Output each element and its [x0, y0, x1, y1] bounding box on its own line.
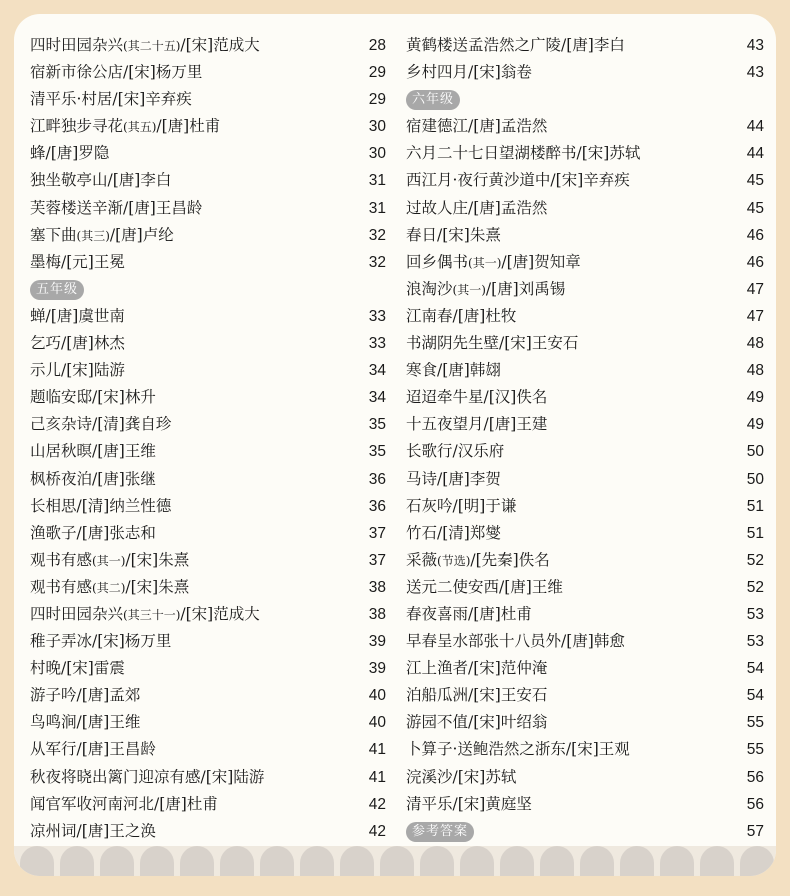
- toc-entry[interactable]: [406, 764, 764, 791]
- poem-title: 芙蓉楼送辛渐/[唐]王昌龄: [30, 198, 203, 217]
- toc-left-column: [30, 32, 386, 845]
- toc-entry[interactable]: [30, 59, 386, 86]
- toc-entry[interactable]: [406, 249, 764, 276]
- toc-entry[interactable]: [406, 520, 764, 547]
- poem-title: 江畔独步寻花: [30, 117, 124, 136]
- toc-entry-title: [30, 818, 156, 845]
- scallop-dot: [340, 846, 374, 876]
- toc-entry-title: [406, 520, 501, 547]
- poem-title: 浪淘沙: [406, 279, 453, 298]
- toc-entry[interactable]: [30, 791, 386, 818]
- toc-entry[interactable]: [406, 411, 764, 438]
- toc-page-number: 57: [746, 822, 764, 840]
- poem-part-note: (其二十五): [123, 39, 181, 53]
- toc-page-number: 51: [746, 497, 764, 515]
- scallop-dot: [180, 846, 214, 876]
- toc-page-number: 31: [368, 199, 386, 217]
- toc-page-number: 56: [746, 768, 764, 786]
- toc-entry[interactable]: [30, 466, 386, 493]
- poem-title: 清平乐/[宋]黄庭坚: [406, 794, 532, 813]
- poem-title: 从军行/[唐]王昌龄: [30, 740, 156, 759]
- toc-entry-title: [406, 655, 547, 682]
- toc-entry[interactable]: [30, 628, 386, 655]
- poem-title: 乡村四月/[宋]翁卷: [406, 63, 532, 82]
- toc-entry-title: [406, 32, 625, 59]
- toc-entry[interactable]: [406, 357, 764, 384]
- toc-page-number: 43: [746, 64, 764, 82]
- toc-entry-title: [406, 59, 532, 86]
- toc-entry[interactable]: [406, 438, 764, 465]
- poem-title: 书湖阴先生壁/[宋]王安石: [406, 334, 579, 353]
- toc-entry-title: [30, 764, 264, 791]
- toc-page-number: 29: [368, 64, 386, 82]
- toc-entry[interactable]: [30, 736, 386, 763]
- poem-title: 送元二使安西/[唐]王维: [406, 577, 563, 596]
- toc-entry-title: [406, 276, 565, 304]
- toc-entry-title: [406, 330, 578, 357]
- scallop-dot: [620, 846, 654, 876]
- grade-badge: 参考答案: [406, 822, 474, 842]
- poem-part-note: (其一): [452, 282, 486, 297]
- poem-title: 题临安邸/[宋]林升: [30, 388, 156, 407]
- poem-title: 闻官军收河南河北/[唐]杜甫: [30, 794, 218, 813]
- toc-entry-title: [30, 438, 156, 465]
- toc-entry-title: [30, 167, 171, 194]
- poem-title: 宿建德江/[唐]孟浩然: [406, 117, 548, 136]
- poem-title: 江南春/[唐]杜牧: [406, 306, 517, 325]
- toc-entry[interactable]: [406, 330, 764, 357]
- poem-title: 西江月·夜行黄沙道中/[宋]辛弃疾: [406, 171, 630, 190]
- toc-page-number: 36: [368, 497, 386, 515]
- toc-page-number: 50: [746, 470, 764, 488]
- toc-entry-title: [406, 547, 550, 575]
- poem-title: 观书有感: [30, 550, 93, 569]
- toc-entry[interactable]: [30, 86, 386, 113]
- toc-entry[interactable]: [406, 384, 764, 411]
- poem-title: 蝉/[唐]虞世南: [30, 306, 125, 325]
- toc-page-number: 49: [746, 416, 764, 434]
- poem-part-note: (其一): [92, 553, 126, 568]
- toc-entry-title: [30, 601, 260, 629]
- toc-entry[interactable]: [406, 736, 764, 763]
- toc-entry-title: [406, 764, 516, 791]
- poem-title: 墨梅/[元]王冕: [30, 252, 125, 271]
- toc-entry-title: [406, 303, 516, 330]
- poem-title: 石灰吟/[明]于谦: [406, 496, 517, 515]
- poem-author: /[宋]朱熹: [125, 550, 190, 569]
- poem-author: /[宋]朱熹: [125, 577, 190, 596]
- poem-part-note: (其三): [76, 228, 110, 243]
- scallop-dot: [60, 846, 94, 876]
- toc-page-number: 35: [368, 443, 386, 461]
- toc-page-number: 44: [746, 145, 764, 163]
- toc-entry[interactable]: [30, 167, 386, 194]
- poem-title: 回乡偶书: [406, 252, 469, 271]
- scallop-dot: [660, 846, 694, 876]
- toc-page-number: 41: [368, 768, 386, 786]
- poem-author: /[唐]杜甫: [156, 117, 221, 136]
- toc-entry-title: [30, 357, 125, 384]
- toc-page-number: 42: [368, 822, 386, 840]
- toc-page-number: 47: [746, 280, 764, 298]
- toc-page-number: 33: [368, 307, 386, 325]
- toc-entry-title: [30, 303, 125, 330]
- toc-entry-title: [406, 140, 640, 167]
- toc-entry-title: [406, 411, 547, 438]
- toc-page-number: 54: [746, 687, 764, 705]
- toc-entry-title: [406, 709, 547, 736]
- toc-page-number: 46: [746, 226, 764, 244]
- toc-page-number: 37: [368, 551, 386, 569]
- toc-entry-title: [30, 113, 220, 141]
- toc-page-number: 40: [368, 687, 386, 705]
- toc-page-number: 36: [368, 470, 386, 488]
- toc-page-number: 47: [746, 307, 764, 325]
- poem-title: 稚子弄冰/[宋]杨万里: [30, 632, 172, 651]
- poem-title: 游子吟/[唐]孟郊: [30, 686, 141, 705]
- toc-page-number: 55: [746, 741, 764, 759]
- toc-page-number: 50: [746, 443, 764, 461]
- toc-entry-title: [30, 32, 260, 60]
- toc-entry-title: [406, 113, 547, 140]
- poem-title: 春夜喜雨/[唐]杜甫: [406, 604, 532, 623]
- toc-entry[interactable]: [30, 330, 386, 357]
- toc-entry-title: [406, 249, 581, 277]
- toc-entry[interactable]: [406, 32, 764, 59]
- toc-page-number: 54: [746, 660, 764, 678]
- toc-entry[interactable]: [30, 601, 386, 628]
- toc-page-number: 39: [368, 660, 386, 678]
- poem-title: 蜂/[唐]罗隐: [30, 144, 110, 163]
- scallop-dot: [540, 846, 574, 876]
- poem-title: 鸟鸣涧/[唐]王维: [30, 713, 141, 732]
- toc-entry[interactable]: [406, 276, 764, 303]
- toc-entry-title: [30, 222, 174, 250]
- grade-section-header: [406, 818, 764, 845]
- poem-title: 宿新市徐公店/[宋]杨万里: [30, 63, 203, 82]
- scallop-dot: [100, 846, 134, 876]
- toc-entry-title: [406, 438, 504, 465]
- toc-entry-title: [406, 357, 501, 384]
- toc-entry-title: [30, 195, 202, 222]
- poem-title: 十五夜望月/[唐]王建: [406, 415, 548, 434]
- toc-page-number: 28: [368, 37, 386, 54]
- poem-part-note: (其一): [468, 255, 502, 270]
- poem-title: 己亥杂诗/[清]龚自珍: [30, 415, 172, 434]
- toc-entry[interactable]: [30, 222, 386, 249]
- toc-entry[interactable]: [30, 195, 386, 222]
- toc-entry-title: [406, 222, 501, 249]
- poem-title: 凉州词/[唐]王之涣: [30, 821, 156, 840]
- toc-entry[interactable]: [30, 438, 386, 465]
- toc-page-number: 39: [368, 633, 386, 651]
- toc-entry[interactable]: [30, 411, 386, 438]
- toc-entry-title: [30, 628, 171, 655]
- toc-page-number: 34: [368, 362, 386, 380]
- scallop-dot: [260, 846, 294, 876]
- toc-entry[interactable]: [30, 113, 386, 140]
- poem-part-note: (其二): [92, 580, 126, 595]
- toc-entry[interactable]: [406, 682, 764, 709]
- scallop-dot: [420, 846, 454, 876]
- poem-title: 山居秋暝/[唐]王维: [30, 442, 156, 461]
- toc-entry-title: [406, 493, 516, 520]
- toc-page-number: 32: [368, 226, 386, 244]
- poem-title: 清平乐·村居/[宋]辛弃疾: [30, 90, 192, 109]
- toc-page-number: 42: [368, 795, 386, 813]
- toc-entry[interactable]: [30, 682, 386, 709]
- poem-title: 采薇: [406, 550, 438, 569]
- poem-title: 塞下曲: [30, 225, 77, 244]
- poem-title: 四时田园杂兴: [30, 604, 124, 623]
- toc-entry-title: [30, 520, 156, 547]
- grade-badge: 五年级: [30, 280, 84, 300]
- toc-page-number: 34: [368, 389, 386, 407]
- grade-badge: 六年级: [406, 90, 460, 110]
- toc-page-number: 30: [368, 118, 386, 136]
- scallop-dot: [140, 846, 174, 876]
- toc-page-number: 44: [746, 118, 764, 136]
- toc-page-number: 48: [746, 335, 764, 353]
- toc-entry-title: [30, 682, 140, 709]
- poem-title: 长相思/[清]纳兰性德: [30, 496, 172, 515]
- toc-entry[interactable]: [406, 574, 764, 601]
- toc-entry-title: [406, 384, 547, 411]
- toc-right-column: [406, 32, 764, 845]
- toc-entry-title: [30, 709, 140, 736]
- toc-page-number: 43: [746, 37, 764, 54]
- toc-page-number: 35: [368, 416, 386, 434]
- poem-title: 江上渔者/[宋]范仲淹: [406, 659, 548, 678]
- toc-entry[interactable]: [406, 466, 764, 493]
- toc-page-number: 40: [368, 714, 386, 732]
- toc-page-number: 45: [746, 199, 764, 217]
- toc-entry-title: [406, 736, 630, 763]
- toc-entry-title: [30, 493, 171, 520]
- toc-entry-title: [406, 466, 501, 493]
- poem-author: /[唐]贺知章: [501, 252, 581, 271]
- toc-page-number: 41: [368, 741, 386, 759]
- poem-title: 过故人庄/[唐]孟浩然: [406, 198, 548, 217]
- toc-page-number: 45: [746, 172, 764, 190]
- grade-section-header: [406, 86, 764, 113]
- toc-entry[interactable]: [30, 32, 386, 59]
- toc-entry[interactable]: [30, 384, 386, 411]
- toc-entry[interactable]: [30, 140, 386, 167]
- poem-title: 观书有感: [30, 577, 93, 596]
- toc-page-number: 33: [368, 335, 386, 353]
- toc-entry-title: [30, 791, 218, 818]
- toc-page-number: 29: [368, 91, 386, 109]
- scallop-dot: [300, 846, 334, 876]
- poem-part-note: (其三十一): [123, 607, 181, 622]
- toc-page-number: 32: [368, 253, 386, 271]
- toc-entry[interactable]: [30, 357, 386, 384]
- toc-entry[interactable]: [406, 222, 764, 249]
- poem-part-note: (其五): [123, 120, 157, 135]
- toc-entry-title: [30, 140, 109, 167]
- poem-title: 秋夜将晓出篱门迎凉有感/[宋]陆游: [30, 767, 265, 786]
- poem-title: 四时田园杂兴: [30, 36, 124, 54]
- poem-title: 长歌行/汉乐府: [406, 442, 505, 461]
- poem-author: /[唐]卢纶: [109, 225, 174, 244]
- toc-entry-title: [406, 682, 547, 709]
- toc-entry[interactable]: [406, 113, 764, 140]
- poem-author: /[唐]刘禹锡: [485, 279, 566, 298]
- scallop-dot: [740, 846, 774, 876]
- toc-entry[interactable]: [30, 655, 386, 682]
- toc-page-number: 31: [368, 172, 386, 190]
- poem-title: 浣溪沙/[宋]苏轼: [406, 767, 517, 786]
- toc-entry-title: [30, 330, 125, 357]
- toc-entry[interactable]: [406, 709, 764, 736]
- toc-entry[interactable]: [30, 709, 386, 736]
- poem-title: 乞巧/[唐]林杰: [30, 334, 125, 353]
- poem-title: 早春呈水部张十八员外/[唐]韩愈: [406, 632, 625, 651]
- toc-page-number: 48: [746, 362, 764, 380]
- toc-page-number: 53: [746, 605, 764, 623]
- toc-entry[interactable]: [406, 547, 764, 574]
- scallop-dot: [220, 846, 254, 876]
- toc-entry[interactable]: [406, 493, 764, 520]
- toc-page-number: 55: [746, 714, 764, 732]
- toc-entry-title: [406, 628, 625, 655]
- toc-entry[interactable]: [30, 249, 386, 276]
- poem-title: 渔歌子/[唐]张志和: [30, 523, 156, 542]
- toc-page-number: 52: [746, 578, 764, 596]
- toc-entry[interactable]: [30, 818, 386, 845]
- toc-page-number: 46: [746, 253, 764, 271]
- toc-entry-title: [406, 791, 532, 818]
- toc-entry-title: [30, 466, 156, 493]
- toc-entry[interactable]: [30, 493, 386, 520]
- toc-page-number: 38: [368, 578, 386, 596]
- toc-entry-title: [30, 736, 156, 763]
- toc-entry[interactable]: [406, 628, 764, 655]
- toc-entry[interactable]: [406, 167, 764, 194]
- toc-entry-title: [30, 384, 156, 411]
- grade-section-header: [30, 276, 386, 303]
- toc-entry-title: [30, 59, 202, 86]
- toc-entry-title: [30, 574, 189, 602]
- poem-title: 泊船瓜洲/[宋]王安石: [406, 686, 548, 705]
- poem-title: 卜算子·送鲍浩然之浙东/[宋]王观: [406, 740, 630, 759]
- toc-page-number: 30: [368, 145, 386, 163]
- toc-page-number: 53: [746, 633, 764, 651]
- poem-title: 马诗/[唐]李贺: [406, 469, 501, 488]
- toc-entry[interactable]: [406, 791, 764, 818]
- toc-entry[interactable]: [30, 574, 386, 601]
- toc-entry[interactable]: [406, 140, 764, 167]
- toc-page-number: 52: [746, 551, 764, 569]
- toc-page-number: 56: [746, 795, 764, 813]
- toc-entry-title: [406, 167, 630, 194]
- toc-entry[interactable]: [30, 520, 386, 547]
- scalloped-footer-decoration: [14, 846, 776, 876]
- scallop-dot: [700, 846, 734, 876]
- poem-author: /[宋]范成大: [180, 604, 260, 623]
- poem-title: 示儿/[宋]陆游: [30, 361, 125, 380]
- poem-author: /[先秦]佚名: [470, 550, 550, 569]
- toc-entry-title: [30, 547, 189, 575]
- toc-page-number: 51: [746, 524, 764, 542]
- toc-entry[interactable]: [30, 303, 386, 330]
- scallop-dot: [460, 846, 494, 876]
- toc-entry[interactable]: [406, 303, 764, 330]
- poem-title: 村晚/[宋]雷震: [30, 659, 125, 678]
- poem-part-note: (节选): [437, 553, 471, 568]
- toc-entry-title: [30, 655, 125, 682]
- toc-entry-title: [406, 601, 532, 628]
- toc-entry[interactable]: [30, 764, 386, 791]
- poem-title: 游园不值/[宋]叶绍翁: [406, 713, 548, 732]
- scallop-dot: [580, 846, 614, 876]
- toc-entry[interactable]: [406, 59, 764, 86]
- toc-entry-title: [406, 574, 563, 601]
- toc-entry[interactable]: [406, 195, 764, 222]
- scallop-dot: [500, 846, 534, 876]
- toc-page-number: 38: [368, 605, 386, 623]
- poem-title: 迢迢牵牛星/[汉]佚名: [406, 388, 548, 407]
- poem-author: /[宋]范成大: [180, 36, 260, 54]
- toc-entry[interactable]: [30, 547, 386, 574]
- poem-title: 黄鹤楼送孟浩然之广陵/[唐]李白: [406, 36, 625, 54]
- poem-title: 独坐敬亭山/[唐]李白: [30, 171, 172, 190]
- toc-entry[interactable]: [406, 601, 764, 628]
- toc-entry-title: [406, 195, 547, 222]
- scallop-dot: [380, 846, 414, 876]
- toc-page-number: 49: [746, 389, 764, 407]
- toc-entry-title: [30, 411, 171, 438]
- toc-entry-title: [30, 86, 192, 113]
- poem-title: 六月二十七日望湖楼醉书/[宋]苏轼: [406, 144, 641, 163]
- scallop-dot: [20, 846, 54, 876]
- toc-entry[interactable]: [406, 655, 764, 682]
- poem-title: 竹石/[清]郑燮: [406, 523, 501, 542]
- poem-title: 枫桥夜泊/[唐]张继: [30, 469, 156, 488]
- toc-page-number: 37: [368, 524, 386, 542]
- toc-entry-title: [30, 249, 125, 276]
- poem-title: 春日/[宋]朱熹: [406, 225, 501, 244]
- toc-page: [14, 14, 776, 876]
- poem-title: 寒食/[唐]韩翃: [406, 361, 501, 380]
